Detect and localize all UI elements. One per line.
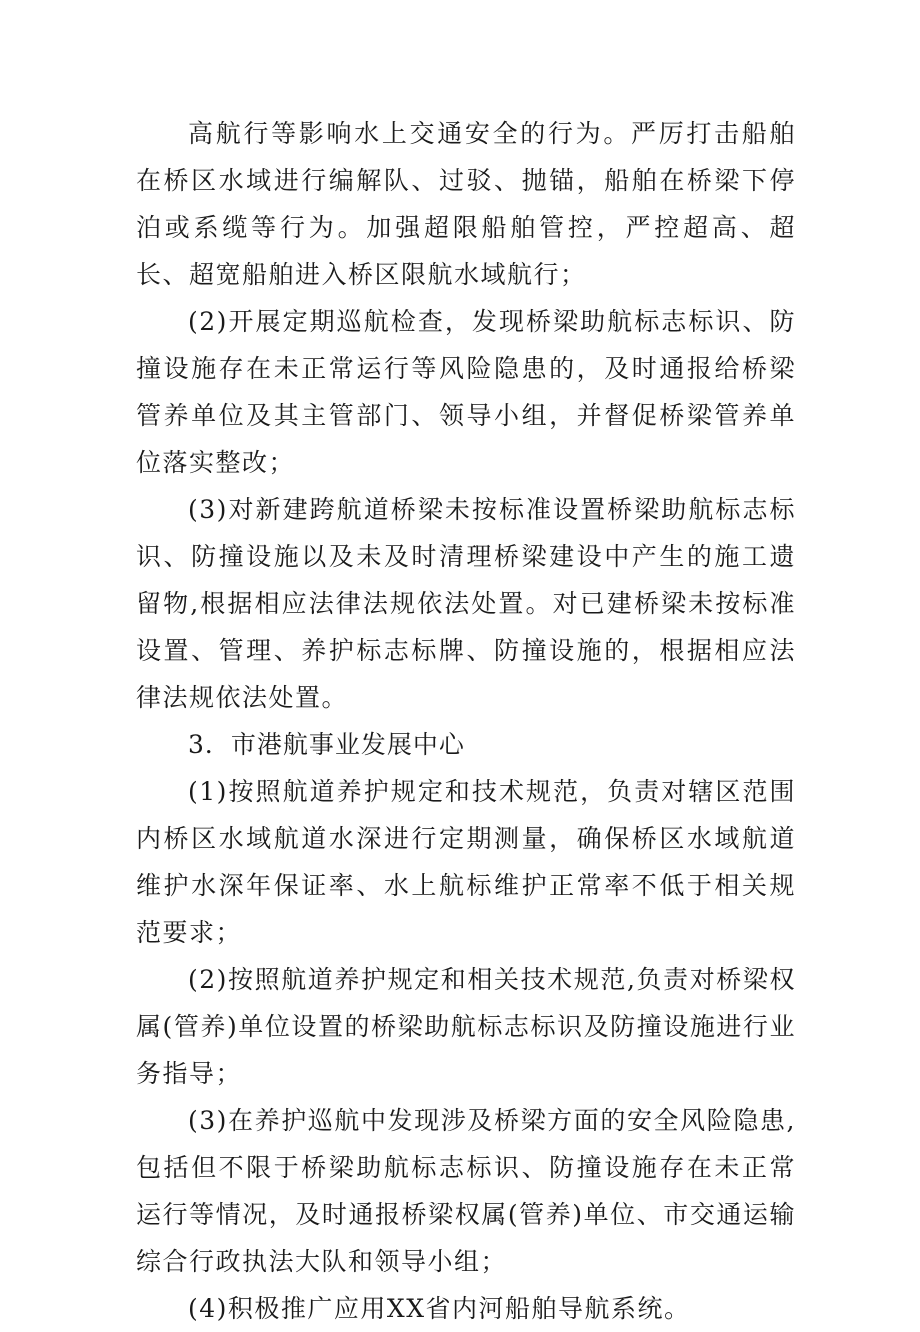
paragraph-item-3b: (3)在养护巡航中发现涉及桥梁方面的安全风险隐患,包括但不限于桥梁助航标志标识、防撞设施存在未正常运行等情况，及时通报桥梁权属(管养)单位、市交通运输综合行政执法大队和领导小组； [136,1106,796,1276]
paragraph-item-4: (4)积极推广应用XX省内河船舶导航系统。 [188,1294,691,1323]
paragraph-continuation: 高航行等影响水上交通安全的行为。严厉打击船舶在桥区水域进行编解队、过驳、抛锚，船舶在桥梁下停泊或系缆等行为。加强超限船舶管控，严控超高、超长、超宽船舶进入桥区限航水域航行； [136,119,796,289]
paragraph-item-2: (2)开展定期巡航检查，发现桥梁助航标志标识、防撞设施存在未正常运行等风险隐患的，及时通报给桥梁管养单位及其主管部门、领导小组，并督促桥梁管养单位落实整改； [136,307,796,477]
paragraph-item-2b: (2)按照航道养护规定和相关技术规范,负责对桥梁权属(管养)单位设置的桥梁助航标志标识及防撞设施进行业务指导； [136,965,796,1088]
paragraph-item-1: (1)按照航道养护规定和技术规范，负责对辖区范围内桥区水域航道水深进行定期测量，确保桥区水域航道维护水深年保证率、水上航标维护正常率不低于相关规范要求； [136,777,796,947]
section-heading-3: 3．市港航事业发展中心 [188,730,465,759]
document-body [136,110,796,1332]
paragraph-item-3: (3)对新建跨航道桥梁未按标准设置桥梁助航标志标识、防撞设施以及未及时清理桥梁建设中产生的施工遗留物,根据相应法律法规依法处置。对已建桥梁未按标准设置、管理、养护标志标牌、防撞设施的，根据相应法律法规依法处置。 [136,495,796,712]
